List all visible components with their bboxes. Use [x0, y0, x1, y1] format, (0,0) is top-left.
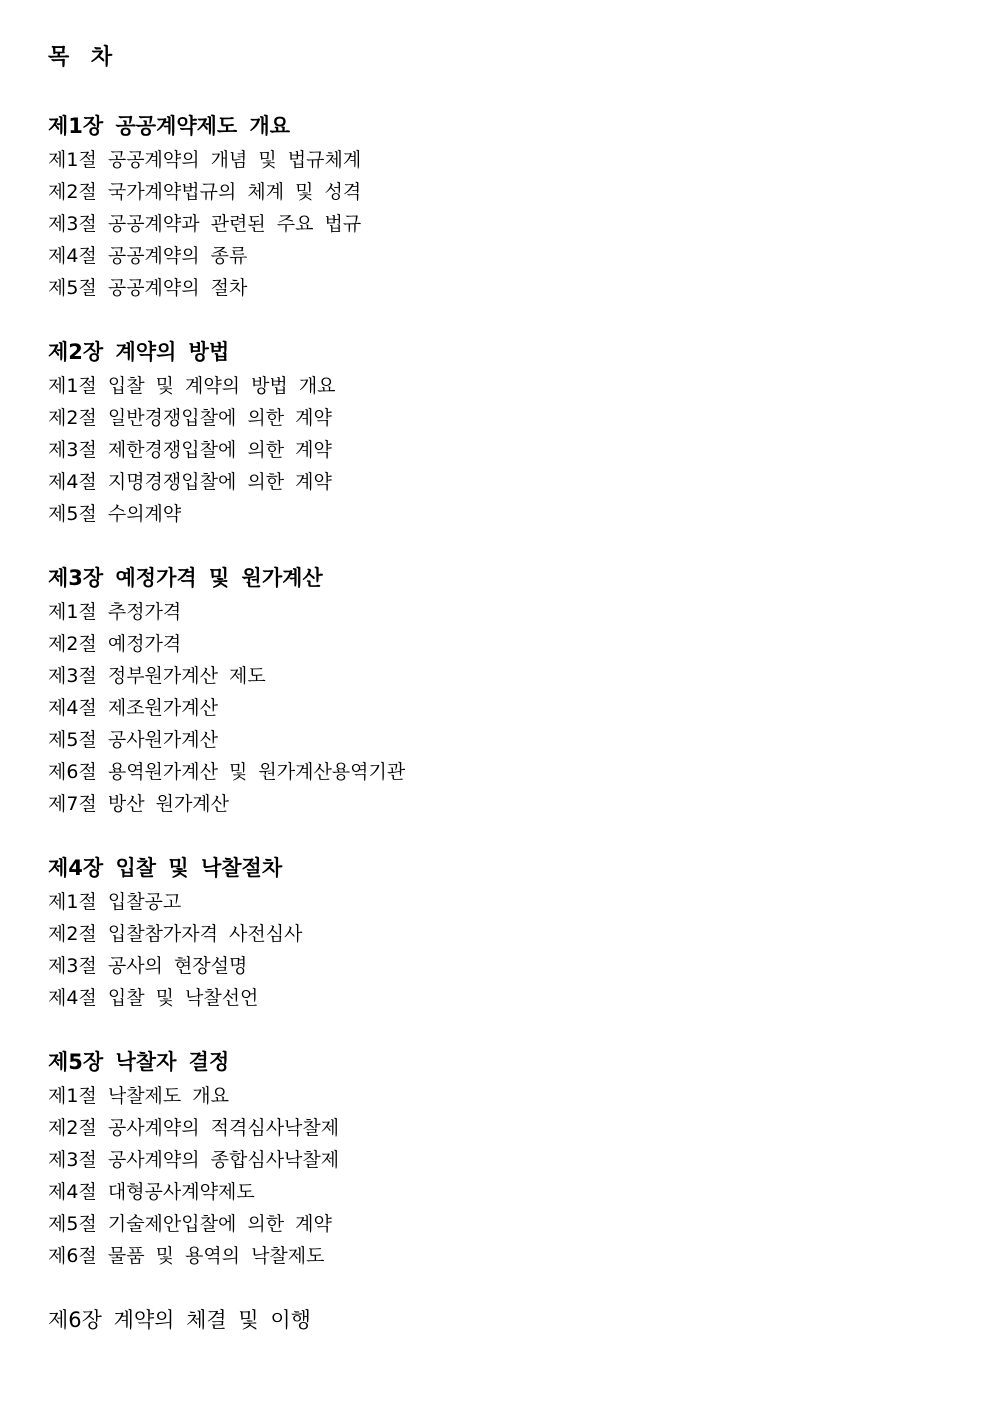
section-item: 제3절 공공계약과 관련된 주요 법규 [48, 213, 362, 235]
section-item: 제6절 물품 및 용역의 낙찰제도 [48, 1245, 325, 1267]
section-item: 제3절 공사의 현장설명 [48, 955, 248, 977]
section-item: 제4절 입찰 및 낙찰선언 [48, 987, 259, 1009]
section-item: 제2절 예정가격 [48, 633, 182, 655]
chapter-block [48, 334, 948, 530]
chapter-block [48, 560, 948, 820]
section-item: 제2절 공사계약의 적격심사낙찰제 [48, 1117, 340, 1139]
chapter-heading: 제5장 낙찰자 결정 [48, 1050, 230, 1074]
chapter-heading: 제2장 계약의 방법 [48, 340, 230, 364]
section-item: 제5절 기술제안입찰에 의한 계약 [48, 1213, 332, 1235]
chapter-block [48, 1044, 948, 1272]
section-item: 제3절 제한경쟁입찰에 의한 계약 [48, 439, 332, 461]
section-item: 제2절 국가계약법규의 체계 및 성격 [48, 181, 362, 203]
chapter-heading: 제4장 입찰 및 낙찰절차 [48, 856, 283, 880]
section-item: 제3절 공사계약의 종합심사낙찰제 [48, 1149, 340, 1171]
section-item: 제3절 정부원가계산 제도 [48, 665, 266, 687]
section-item: 제1절 입찰공고 [48, 891, 182, 913]
section-item: 제1절 입찰 및 계약의 방법 개요 [48, 375, 336, 397]
chapter-block [48, 1302, 948, 1338]
section-item: 제5절 공사원가계산 [48, 729, 218, 751]
toc-title: 목 차 [48, 45, 117, 70]
chapter-block [48, 850, 948, 1014]
section-item: 제1절 낙찰제도 개요 [48, 1085, 229, 1107]
section-item: 제1절 추정가격 [48, 601, 182, 623]
section-item: 제4절 지명경쟁입찰에 의한 계약 [48, 471, 332, 493]
section-item: 제4절 공공계약의 종류 [48, 245, 248, 267]
chapter-block [48, 108, 948, 304]
section-item: 제5절 공공계약의 절차 [48, 277, 248, 299]
section-item: 제6절 용역원가계산 및 원가계산용역기관 [48, 761, 406, 783]
section-item: 제4절 제조원가계산 [48, 697, 218, 719]
chapter-heading: 제6장 계약의 체결 및 이행 [48, 1308, 311, 1332]
section-item: 제4절 대형공사계약제도 [48, 1181, 255, 1203]
document-page [48, 38, 948, 1368]
section-item: 제5절 수의계약 [48, 503, 182, 525]
section-item: 제2절 일반경쟁입찰에 의한 계약 [48, 407, 332, 429]
section-item: 제2절 입찰참가자격 사전심사 [48, 923, 303, 945]
chapter-list [48, 108, 948, 1338]
chapter-heading: 제1장 공공계약제도 개요 [48, 114, 291, 138]
chapter-heading: 제3장 예정가격 및 원가계산 [48, 566, 323, 590]
section-item: 제7절 방산 원가계산 [48, 793, 229, 815]
section-item: 제1절 공공계약의 개념 및 법규체계 [48, 149, 362, 171]
